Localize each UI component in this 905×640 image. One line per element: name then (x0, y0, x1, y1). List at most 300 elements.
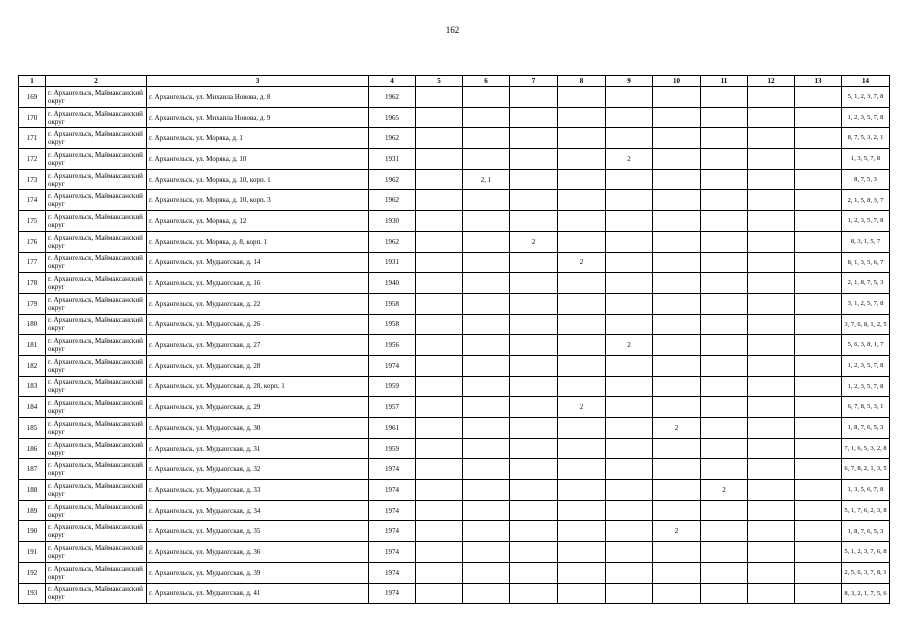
col14-cell: 1, 8, 7, 6, 5, 3 (842, 521, 890, 542)
col5-cell (416, 293, 463, 314)
col6-cell (463, 128, 510, 149)
address-cell: г. Архангельск, ул. Мудьюгская, д. 41 (147, 583, 369, 604)
address-cell: г. Архангельск, ул. Мудьюгская, д. 31 (147, 438, 369, 459)
col12-cell (748, 397, 795, 418)
col11-cell (701, 128, 748, 149)
col14-cell: 8, 1, 3, 5, 6, 7 (842, 252, 890, 273)
col9-cell (606, 211, 653, 232)
col9-cell (606, 169, 653, 190)
column-header: 12 (748, 76, 795, 87)
address-cell: г. Архангельск, ул. Мудьюгская, д. 14 (147, 252, 369, 273)
col6-cell (463, 562, 510, 583)
row-number: 179 (19, 293, 46, 314)
year-cell: 1962 (369, 128, 416, 149)
column-header: 9 (606, 76, 653, 87)
table-row (19, 397, 890, 418)
address-cell: г. Архангельск, ул. Михаила Новова, д. 8 (147, 87, 369, 108)
col9-cell (606, 438, 653, 459)
address-cell: г. Архангельск, ул. Моряка, д. 10 (147, 149, 369, 170)
col10-cell (653, 169, 701, 190)
col13-cell (795, 231, 842, 252)
col9-cell (606, 231, 653, 252)
district-cell: г. Архангельск, Маймаксанский округ (46, 335, 147, 356)
col11-cell (701, 231, 748, 252)
col10-cell (653, 459, 701, 480)
col8-cell (558, 87, 606, 108)
col10-cell (653, 438, 701, 459)
row-number: 192 (19, 562, 46, 583)
table-row (19, 211, 890, 232)
year-cell: 1965 (369, 107, 416, 128)
col7-cell (510, 459, 558, 480)
col11-cell (701, 335, 748, 356)
year-cell: 1974 (369, 521, 416, 542)
row-number: 189 (19, 500, 46, 521)
col6-cell (463, 231, 510, 252)
col14-cell: 8, 7, 5, 3, 2, 1 (842, 128, 890, 149)
row-number: 178 (19, 273, 46, 294)
col13-cell (795, 500, 842, 521)
col8-cell (558, 169, 606, 190)
col5-cell (416, 335, 463, 356)
col12-cell (748, 169, 795, 190)
col8-cell (558, 149, 606, 170)
col6-cell (463, 190, 510, 211)
district-cell: г. Архангельск, Маймаксанский округ (46, 459, 147, 480)
address-cell: г. Архангельск, ул. Мудьюгская, д. 34 (147, 500, 369, 521)
col10-cell (653, 87, 701, 108)
col5-cell (416, 438, 463, 459)
col8-cell: 2 (558, 397, 606, 418)
col9-cell (606, 376, 653, 397)
col10-cell (653, 252, 701, 273)
address-cell: г. Архангельск, ул. Мудьюгская, д. 22 (147, 293, 369, 314)
column-header: 13 (795, 76, 842, 87)
col13-cell (795, 480, 842, 501)
year-cell: 1958 (369, 314, 416, 335)
year-cell: 1930 (369, 211, 416, 232)
col8-cell (558, 355, 606, 376)
col9-cell (606, 190, 653, 211)
col5-cell (416, 562, 463, 583)
col13-cell (795, 418, 842, 439)
column-header: 11 (701, 76, 748, 87)
col9-cell (606, 521, 653, 542)
col6-cell (463, 314, 510, 335)
col11-cell (701, 169, 748, 190)
col14-cell: 3, 7, 6, 8, 1, 2, 5 (842, 314, 890, 335)
col14-cell: 1, 2, 3, 5, 7, 8 (842, 107, 890, 128)
year-cell: 1962 (369, 190, 416, 211)
column-header: 14 (842, 76, 890, 87)
col5-cell (416, 190, 463, 211)
col7-cell (510, 397, 558, 418)
district-cell: г. Архангельск, Маймаксанский округ (46, 107, 147, 128)
col7-cell: 2 (510, 231, 558, 252)
col5-cell (416, 314, 463, 335)
district-cell: г. Архангельск, Маймаксанский округ (46, 355, 147, 376)
col13-cell (795, 128, 842, 149)
col5-cell (416, 128, 463, 149)
col7-cell (510, 418, 558, 439)
col12-cell (748, 231, 795, 252)
col6-cell (463, 335, 510, 356)
col14-cell: 8, 3, 1, 5, 7 (842, 231, 890, 252)
column-header: 3 (147, 76, 369, 87)
col7-cell (510, 480, 558, 501)
col7-cell (510, 542, 558, 563)
col7-cell (510, 438, 558, 459)
col10-cell (653, 335, 701, 356)
table-row (19, 438, 890, 459)
col5-cell (416, 149, 463, 170)
district-cell: г. Архангельск, Маймаксанский округ (46, 252, 147, 273)
col7-cell (510, 562, 558, 583)
table-row (19, 418, 890, 439)
col13-cell (795, 107, 842, 128)
table-row (19, 459, 890, 480)
col5-cell (416, 500, 463, 521)
col10-cell (653, 500, 701, 521)
col11-cell (701, 438, 748, 459)
col10-cell (653, 542, 701, 563)
col8-cell (558, 521, 606, 542)
col10-cell (653, 376, 701, 397)
col12-cell (748, 273, 795, 294)
col7-cell (510, 521, 558, 542)
col11-cell (701, 355, 748, 376)
col12-cell (748, 314, 795, 335)
col9-cell (606, 542, 653, 563)
table-row (19, 190, 890, 211)
col7-cell (510, 87, 558, 108)
col8-cell (558, 190, 606, 211)
col8-cell (558, 542, 606, 563)
col5-cell (416, 397, 463, 418)
col13-cell (795, 190, 842, 211)
row-number: 174 (19, 190, 46, 211)
col12-cell (748, 438, 795, 459)
col14-cell: 1, 2, 3, 5, 7, 8 (842, 376, 890, 397)
table-row (19, 500, 890, 521)
col9-cell (606, 459, 653, 480)
col10-cell (653, 583, 701, 604)
table-row (19, 521, 890, 542)
col5-cell (416, 459, 463, 480)
col5-cell (416, 231, 463, 252)
year-cell: 1974 (369, 562, 416, 583)
column-header: 1 (19, 76, 46, 87)
col10-cell (653, 397, 701, 418)
col11-cell (701, 211, 748, 232)
address-cell: г. Архангельск, ул. Моряка, д. 8, корп. 1 (147, 231, 369, 252)
col11-cell (701, 397, 748, 418)
district-cell: г. Архангельск, Маймаксанский округ (46, 273, 147, 294)
col8-cell (558, 500, 606, 521)
col8-cell (558, 438, 606, 459)
col14-cell: 8, 7, 5, 3 (842, 169, 890, 190)
col6-cell (463, 355, 510, 376)
col11-cell (701, 521, 748, 542)
column-header: 6 (463, 76, 510, 87)
col9-cell (606, 314, 653, 335)
col12-cell (748, 335, 795, 356)
col12-cell (748, 149, 795, 170)
col13-cell (795, 438, 842, 459)
year-cell: 1957 (369, 397, 416, 418)
col13-cell (795, 355, 842, 376)
table-row (19, 542, 890, 563)
col7-cell (510, 169, 558, 190)
col10-cell (653, 211, 701, 232)
row-number: 180 (19, 314, 46, 335)
col14-cell: 5, 1, 2, 3, 7, 6, 8 (842, 542, 890, 563)
col10-cell (653, 190, 701, 211)
col5-cell (416, 211, 463, 232)
col13-cell (795, 273, 842, 294)
table-row (19, 273, 890, 294)
district-cell: г. Архангельск, Маймаксанский округ (46, 521, 147, 542)
col11-cell (701, 149, 748, 170)
column-header: 8 (558, 76, 606, 87)
page-number: 162 (445, 25, 460, 35)
col7-cell (510, 190, 558, 211)
year-cell: 1974 (369, 500, 416, 521)
col7-cell (510, 500, 558, 521)
year-cell: 1962 (369, 87, 416, 108)
col13-cell (795, 252, 842, 273)
address-cell: г. Архангельск, ул. Мудьюгская, д. 28 (147, 355, 369, 376)
district-cell: г. Архангельск, Маймаксанский округ (46, 480, 147, 501)
col12-cell (748, 376, 795, 397)
year-cell: 1974 (369, 480, 416, 501)
col13-cell (795, 397, 842, 418)
table-row (19, 293, 890, 314)
address-cell: г. Архангельск, ул. Мудьюгская, д. 27 (147, 335, 369, 356)
year-cell: 1974 (369, 542, 416, 563)
col12-cell (748, 211, 795, 232)
col9-cell: 2 (606, 149, 653, 170)
col6-cell (463, 542, 510, 563)
table-row (19, 231, 890, 252)
row-number: 185 (19, 418, 46, 439)
row-number: 191 (19, 542, 46, 563)
col6-cell (463, 273, 510, 294)
col9-cell: 2 (606, 335, 653, 356)
district-cell: г. Архангельск, Маймаксанский округ (46, 87, 147, 108)
col5-cell (416, 418, 463, 439)
col14-cell: 5, 1, 2, 3, 7, 8 (842, 87, 890, 108)
address-cell: г. Архангельск, ул. Мудьюгская, д. 28, корп. 1 (147, 376, 369, 397)
col7-cell (510, 355, 558, 376)
district-cell: г. Архангельск, Маймаксанский округ (46, 376, 147, 397)
table-row (19, 583, 890, 604)
col5-cell (416, 107, 463, 128)
table-row (19, 376, 890, 397)
col11-cell (701, 459, 748, 480)
district-cell: г. Архангельск, Маймаксанский округ (46, 169, 147, 190)
district-cell: г. Архангельск, Маймаксанский округ (46, 542, 147, 563)
col11-cell (701, 252, 748, 273)
col7-cell (510, 149, 558, 170)
year-cell: 1974 (369, 355, 416, 376)
col7-cell (510, 273, 558, 294)
col14-cell: 5, 1, 7, 6, 2, 3, 8 (842, 500, 890, 521)
col7-cell (510, 314, 558, 335)
year-cell: 1962 (369, 231, 416, 252)
col5-cell (416, 355, 463, 376)
col8-cell (558, 335, 606, 356)
col7-cell (510, 293, 558, 314)
col9-cell (606, 273, 653, 294)
row-number: 170 (19, 107, 46, 128)
year-cell: 1931 (369, 149, 416, 170)
col12-cell (748, 293, 795, 314)
col7-cell (510, 252, 558, 273)
col14-cell: 3, 1, 2, 5, 7, 8 (842, 293, 890, 314)
col6-cell (463, 418, 510, 439)
row-number: 186 (19, 438, 46, 459)
col12-cell (748, 128, 795, 149)
address-cell: г. Архангельск, ул. Моряка, д. 12 (147, 211, 369, 232)
col6-cell (463, 500, 510, 521)
table-row (19, 335, 890, 356)
col8-cell (558, 583, 606, 604)
address-cell: г. Архангельск, ул. Мудьюгская, д. 36 (147, 542, 369, 563)
address-cell: г. Архангельск, ул. Мудьюгская, д. 39 (147, 562, 369, 583)
col9-cell (606, 128, 653, 149)
col6-cell (463, 293, 510, 314)
col6-cell (463, 376, 510, 397)
row-number: 177 (19, 252, 46, 273)
row-number: 172 (19, 149, 46, 170)
address-cell: г. Архангельск, ул. Мудьюгская, д. 30 (147, 418, 369, 439)
col14-cell: 2, 5, 6, 3, 7, 8, 1 (842, 562, 890, 583)
col13-cell (795, 169, 842, 190)
col5-cell (416, 583, 463, 604)
col14-cell: 5, 6, 3, 8, 1, 7 (842, 335, 890, 356)
district-cell: г. Архангельск, Маймаксанский округ (46, 583, 147, 604)
district-cell: г. Архангельск, Маймаксанский округ (46, 190, 147, 211)
year-cell: 1931 (369, 252, 416, 273)
col7-cell (510, 128, 558, 149)
table-row (19, 562, 890, 583)
col12-cell (748, 480, 795, 501)
col14-cell: 8, 3, 2, 1, 7, 5, 6 (842, 583, 890, 604)
col13-cell (795, 314, 842, 335)
table-row (19, 480, 890, 501)
row-number: 183 (19, 376, 46, 397)
col12-cell (748, 459, 795, 480)
col7-cell (510, 211, 558, 232)
col11-cell (701, 418, 748, 439)
col7-cell (510, 335, 558, 356)
col5-cell (416, 542, 463, 563)
col11-cell (701, 376, 748, 397)
col10-cell (653, 562, 701, 583)
column-header: 4 (369, 76, 416, 87)
row-number: 171 (19, 128, 46, 149)
col9-cell (606, 397, 653, 418)
row-number: 176 (19, 231, 46, 252)
col9-cell (606, 252, 653, 273)
col6-cell (463, 397, 510, 418)
buildings-table (18, 75, 890, 604)
col5-cell (416, 252, 463, 273)
col6-cell (463, 583, 510, 604)
table-row (19, 149, 890, 170)
district-cell: г. Архангельск, Маймаксанский округ (46, 211, 147, 232)
address-cell: г. Архангельск, ул. Мудьюгская, д. 33 (147, 480, 369, 501)
col8-cell: 2 (558, 252, 606, 273)
row-number: 188 (19, 480, 46, 501)
col14-cell: 7, 1, 6, 5, 3, 2, 8 (842, 438, 890, 459)
district-cell: г. Архангельск, Маймаксанский округ (46, 397, 147, 418)
col5-cell (416, 87, 463, 108)
address-cell: г. Архангельск, ул. Михаила Новова, д. 9 (147, 107, 369, 128)
col13-cell (795, 87, 842, 108)
col8-cell (558, 418, 606, 439)
col5-cell (416, 376, 463, 397)
table-row (19, 252, 890, 273)
col8-cell (558, 273, 606, 294)
col9-cell (606, 418, 653, 439)
district-cell: г. Архангельск, Маймаксанский округ (46, 149, 147, 170)
col8-cell (558, 231, 606, 252)
address-cell: г. Архангельск, ул. Моряка, д. 1 (147, 128, 369, 149)
col11-cell (701, 190, 748, 211)
col9-cell (606, 583, 653, 604)
col12-cell (748, 562, 795, 583)
col5-cell (416, 273, 463, 294)
header-row (19, 76, 890, 87)
district-cell: г. Архангельск, Маймаксанский округ (46, 128, 147, 149)
district-cell: г. Архангельск, Маймаксанский округ (46, 293, 147, 314)
col11-cell (701, 500, 748, 521)
col9-cell (606, 562, 653, 583)
col9-cell (606, 355, 653, 376)
col12-cell (748, 500, 795, 521)
col12-cell (748, 583, 795, 604)
col10-cell (653, 273, 701, 294)
col13-cell (795, 335, 842, 356)
col14-cell: 1, 2, 3, 5, 7, 8 (842, 211, 890, 232)
col5-cell (416, 169, 463, 190)
table-row (19, 355, 890, 376)
col11-cell: 2 (701, 480, 748, 501)
col12-cell (748, 190, 795, 211)
year-cell: 1940 (369, 273, 416, 294)
col8-cell (558, 211, 606, 232)
address-cell: г. Архангельск, ул. Мудьюгская, д. 32 (147, 459, 369, 480)
col11-cell (701, 87, 748, 108)
address-cell: г. Архангельск, ул. Мудьюгская, д. 29 (147, 397, 369, 418)
col7-cell (510, 376, 558, 397)
col12-cell (748, 542, 795, 563)
col13-cell (795, 562, 842, 583)
district-cell: г. Архангельск, Маймаксанский округ (46, 438, 147, 459)
col12-cell (748, 521, 795, 542)
col8-cell (558, 314, 606, 335)
row-number: 190 (19, 521, 46, 542)
col14-cell: 1, 3, 5, 7, 8 (842, 149, 890, 170)
col14-cell: 2, 1, 8, 7, 5, 3 (842, 273, 890, 294)
col14-cell: 6, 7, 8, 2, 1, 3, 5 (842, 459, 890, 480)
col11-cell (701, 314, 748, 335)
col6-cell (463, 149, 510, 170)
col10-cell (653, 293, 701, 314)
col5-cell (416, 480, 463, 501)
